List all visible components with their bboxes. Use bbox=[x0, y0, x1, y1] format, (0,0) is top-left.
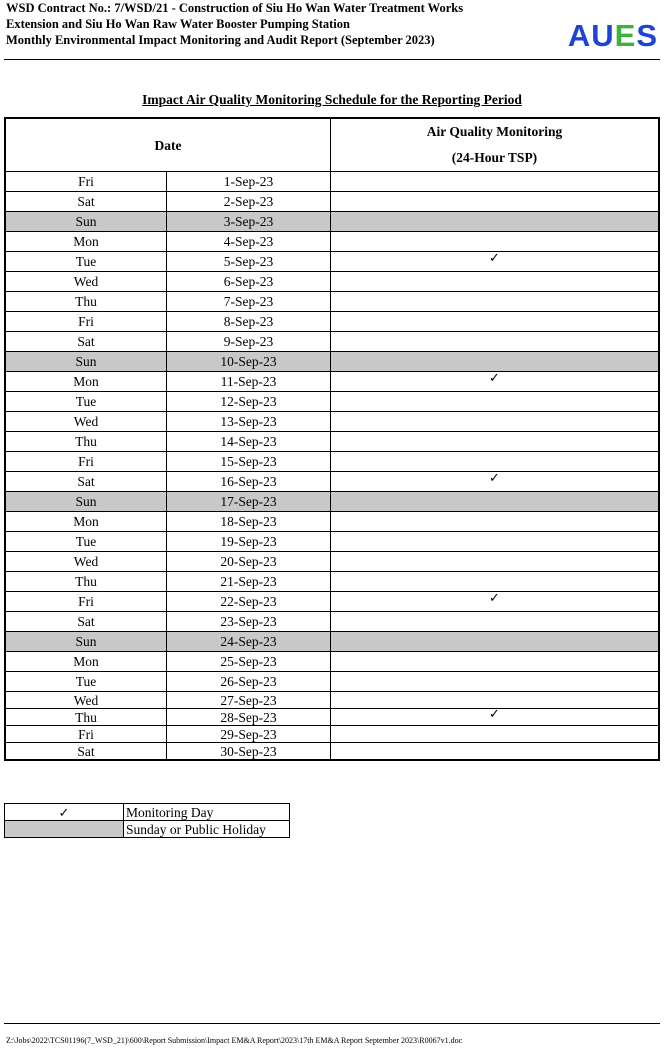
aues-logo bbox=[568, 20, 658, 52]
legend-monitoring-label: Monitoring Day bbox=[124, 804, 290, 821]
monitoring-cell bbox=[331, 212, 660, 232]
day-cell: Sun bbox=[5, 632, 167, 652]
date-cell: 28-Sep-23 bbox=[167, 709, 331, 726]
day-cell: Fri bbox=[5, 452, 167, 472]
page-header bbox=[6, 0, 656, 48]
table-row bbox=[5, 512, 659, 532]
table-row bbox=[5, 652, 659, 672]
table-row bbox=[5, 372, 659, 392]
table-row bbox=[5, 452, 659, 472]
legend-holiday-label: Sunday or Public Holiday bbox=[124, 821, 290, 838]
table-header-row bbox=[5, 118, 659, 172]
day-cell: Fri bbox=[5, 312, 167, 332]
monitoring-cell bbox=[331, 706, 660, 726]
day-cell: Sun bbox=[5, 492, 167, 512]
header-divider bbox=[4, 59, 660, 60]
table-row bbox=[5, 272, 659, 292]
aqm-column-header bbox=[331, 118, 660, 172]
aqm-header-line-2: (24-Hour TSP) bbox=[451, 150, 538, 165]
date-cell: 8-Sep-23 bbox=[167, 312, 331, 332]
date-cell: 11-Sep-23 bbox=[167, 372, 331, 392]
day-cell: Mon bbox=[5, 652, 167, 672]
table-row bbox=[5, 632, 659, 652]
table-row bbox=[5, 726, 659, 743]
monitoring-cell bbox=[331, 392, 660, 412]
table-row bbox=[5, 192, 659, 212]
monitoring-cell bbox=[331, 252, 660, 272]
date-cell: 15-Sep-23 bbox=[167, 452, 331, 472]
monitoring-cell bbox=[331, 532, 660, 552]
date-cell: 26-Sep-23 bbox=[167, 672, 331, 692]
day-cell: Sun bbox=[5, 212, 167, 232]
table-row bbox=[5, 472, 659, 492]
monitoring-cell bbox=[331, 692, 660, 709]
logo-text-s: S bbox=[636, 18, 658, 53]
monitoring-cell bbox=[331, 632, 660, 652]
table-row bbox=[5, 352, 659, 372]
monitoring-cell bbox=[331, 192, 660, 212]
monitoring-cell bbox=[331, 352, 660, 372]
date-cell: 17-Sep-23 bbox=[167, 492, 331, 512]
table-row bbox=[5, 743, 659, 761]
monitoring-cell bbox=[331, 612, 660, 632]
date-cell: 10-Sep-23 bbox=[167, 352, 331, 372]
day-cell: Wed bbox=[5, 692, 167, 709]
check-icon: ✓ bbox=[489, 371, 500, 386]
date-cell: 18-Sep-23 bbox=[167, 512, 331, 532]
date-cell: 27-Sep-23 bbox=[167, 692, 331, 709]
header-line-2: Extension and Siu Ho Wan Raw Water Booster Pumping Station bbox=[6, 17, 350, 31]
date-cell: 29-Sep-23 bbox=[167, 726, 331, 743]
day-cell: Thu bbox=[5, 292, 167, 312]
schedule-rows bbox=[5, 172, 659, 761]
day-cell: Wed bbox=[5, 552, 167, 572]
monitoring-cell bbox=[331, 232, 660, 252]
monitoring-cell bbox=[331, 412, 660, 432]
date-cell: 13-Sep-23 bbox=[167, 412, 331, 432]
date-cell: 16-Sep-23 bbox=[167, 472, 331, 492]
date-cell: 19-Sep-23 bbox=[167, 532, 331, 552]
monitoring-schedule-table bbox=[4, 117, 660, 761]
monitoring-cell bbox=[331, 172, 660, 192]
monitoring-cell bbox=[331, 726, 660, 743]
date-cell: 25-Sep-23 bbox=[167, 652, 331, 672]
table-row bbox=[5, 532, 659, 552]
table-row bbox=[5, 552, 659, 572]
date-cell: 7-Sep-23 bbox=[167, 292, 331, 312]
day-cell: Thu bbox=[5, 432, 167, 452]
footer-file-path: Z:\Jobs\2022\TCS01196(7_WSD_21)\600\Report Submission\Impact EM&A Report\2023\17th EM&A Report September 2023\R0067v1.doc bbox=[6, 1036, 463, 1045]
date-cell: 2-Sep-23 bbox=[167, 192, 331, 212]
monitoring-cell bbox=[331, 552, 660, 572]
date-cell: 24-Sep-23 bbox=[167, 632, 331, 652]
monitoring-cell bbox=[331, 492, 660, 512]
check-icon: ✓ bbox=[489, 591, 500, 606]
day-cell: Fri bbox=[5, 592, 167, 612]
date-cell: 1-Sep-23 bbox=[167, 172, 331, 192]
monitoring-cell bbox=[331, 432, 660, 452]
day-cell: Sat bbox=[5, 192, 167, 212]
table-row bbox=[5, 252, 659, 272]
date-cell: 14-Sep-23 bbox=[167, 432, 331, 452]
table-row bbox=[5, 332, 659, 352]
logo-text-au: AU bbox=[567, 18, 615, 53]
table-row bbox=[5, 672, 659, 692]
check-icon: ✓ bbox=[489, 251, 500, 266]
monitoring-cell bbox=[331, 332, 660, 352]
day-cell: Sun bbox=[5, 352, 167, 372]
day-cell: Tue bbox=[5, 252, 167, 272]
monitoring-cell bbox=[331, 272, 660, 292]
legend-row-monitoring bbox=[5, 804, 290, 821]
date-cell: 20-Sep-23 bbox=[167, 552, 331, 572]
table-row bbox=[5, 172, 659, 192]
date-cell: 21-Sep-23 bbox=[167, 572, 331, 592]
day-cell: Sat bbox=[5, 612, 167, 632]
day-cell: Wed bbox=[5, 412, 167, 432]
date-cell: 12-Sep-23 bbox=[167, 392, 331, 412]
table-row bbox=[5, 592, 659, 612]
check-icon: ✓ bbox=[489, 471, 500, 486]
day-cell: Tue bbox=[5, 532, 167, 552]
day-cell: Thu bbox=[5, 572, 167, 592]
day-cell: Mon bbox=[5, 512, 167, 532]
monitoring-cell bbox=[331, 672, 660, 692]
date-cell: 3-Sep-23 bbox=[167, 212, 331, 232]
monitoring-cell bbox=[331, 652, 660, 672]
day-cell: Wed bbox=[5, 272, 167, 292]
date-cell: 4-Sep-23 bbox=[167, 232, 331, 252]
check-icon: ✓ bbox=[489, 706, 500, 722]
legend-table bbox=[4, 803, 290, 838]
day-cell: Sat bbox=[5, 472, 167, 492]
legend-check-icon bbox=[5, 804, 124, 821]
legend-check-symbol: ✓ bbox=[58, 805, 70, 821]
table-row bbox=[5, 412, 659, 432]
table-row bbox=[5, 232, 659, 252]
aqm-header-line-1: Air Quality Monitoring bbox=[426, 124, 563, 139]
table-row bbox=[5, 709, 659, 726]
legend-grey-swatch bbox=[5, 821, 124, 838]
schedule-title: Impact Air Quality Monitoring Schedule for the Reporting Period bbox=[142, 92, 522, 107]
day-cell: Thu bbox=[5, 709, 167, 726]
footer-divider bbox=[4, 1023, 660, 1024]
day-cell: Tue bbox=[5, 672, 167, 692]
monitoring-cell bbox=[331, 572, 660, 592]
date-cell: 23-Sep-23 bbox=[167, 612, 331, 632]
day-cell: Mon bbox=[5, 372, 167, 392]
day-cell: Fri bbox=[5, 172, 167, 192]
day-cell: Sat bbox=[5, 743, 167, 761]
monitoring-cell bbox=[331, 312, 660, 332]
header-line-1: WSD Contract No.: 7/WSD/21 - Construction of Siu Ho Wan Water Treatment Works bbox=[6, 1, 464, 15]
monitoring-cell bbox=[331, 512, 660, 532]
date-cell: 5-Sep-23 bbox=[167, 252, 331, 272]
date-cell: 9-Sep-23 bbox=[167, 332, 331, 352]
day-cell: Sat bbox=[5, 332, 167, 352]
table-row bbox=[5, 572, 659, 592]
monitoring-cell bbox=[331, 592, 660, 612]
date-cell: 6-Sep-23 bbox=[167, 272, 331, 292]
date-cell: 22-Sep-23 bbox=[167, 592, 331, 612]
table-row bbox=[5, 212, 659, 232]
day-cell: Mon bbox=[5, 232, 167, 252]
table-row bbox=[5, 312, 659, 332]
date-column-header: Date bbox=[5, 118, 331, 172]
table-row bbox=[5, 292, 659, 312]
monitoring-cell bbox=[331, 372, 660, 392]
date-cell: 30-Sep-23 bbox=[167, 743, 331, 761]
table-row bbox=[5, 492, 659, 512]
legend-row-holiday bbox=[5, 821, 290, 838]
header-line-3: Monthly Environmental Impact Monitoring and Audit Report (September 2023) bbox=[6, 33, 435, 47]
table-row bbox=[5, 612, 659, 632]
day-cell: Tue bbox=[5, 392, 167, 412]
monitoring-cell bbox=[331, 472, 660, 492]
monitoring-cell bbox=[331, 743, 660, 761]
day-cell: Fri bbox=[5, 726, 167, 743]
table-row bbox=[5, 692, 659, 709]
monitoring-cell bbox=[331, 452, 660, 472]
table-row bbox=[5, 432, 659, 452]
logo-text-e: E bbox=[614, 18, 637, 53]
table-row bbox=[5, 392, 659, 412]
monitoring-cell bbox=[331, 292, 660, 312]
